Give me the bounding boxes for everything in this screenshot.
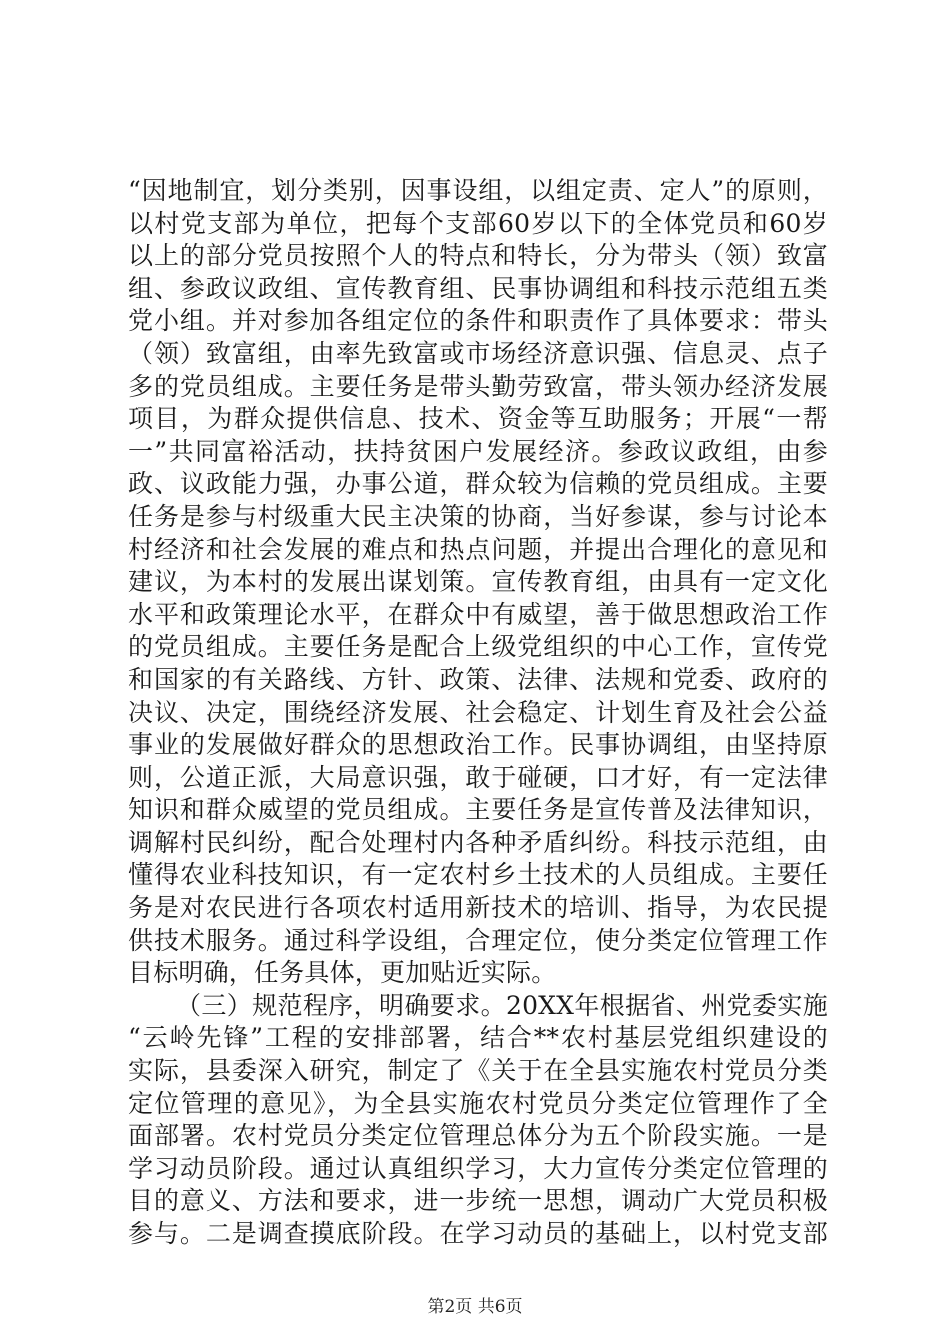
text-line: 项目，为群众提供信息、技术、资金等互助服务；开展“一帮	[128, 404, 828, 434]
text-line: 任务是参与村级重大民主决策的协商，当好参谋，参与讨论本	[128, 501, 828, 531]
text-line: 组、参政议政组、宣传教育组、民事协调组和科技示范组五类	[128, 273, 828, 303]
text-line: 知识和群众威望的党员组成。主要任务是宣传普及法律知识，	[128, 795, 828, 825]
section-heading-line: （三）规范程序，明确要求。20XX年根据省、州党委实施	[176, 990, 828, 1020]
text-line: （领）致富组，由率先致富或市场经济意识强、信息灵、点子	[128, 338, 828, 368]
text-line: 事业的发展做好群众的思想政治工作。民事协调组，由坚持原	[128, 730, 828, 760]
page-number-footer: 第2页 共6页	[427, 1297, 523, 1317]
text-line: 目的意义、方法和要求，进一步统一思想，调动广大党员积极	[128, 1186, 828, 1216]
text-line: 参与。二是调查摸底阶段。在学习动员的基础上，以村党支部	[128, 1219, 828, 1248]
paragraph-end-line: 目标明确，任务具体，更加贴近实际。	[128, 958, 557, 988]
text-line: “云岭先锋”工程的安排部署，结合**农村基层党组织建设的	[128, 1023, 828, 1053]
text-line: 多的党员组成。主要任务是带头勤劳致富，带头领办经济发展	[128, 371, 828, 401]
text-line: 学习动员阶段。通过认真组织学习，大力宣传分类定位管理的	[128, 1153, 828, 1183]
text-line: 以村党支部为单位，把每个支部60岁以下的全体党员和60岁	[128, 208, 828, 238]
text-line: 建议，为本村的发展出谋划策。宣传教育组，由具有一定文化	[128, 567, 828, 597]
text-line: 懂得农业科技知识，有一定农村乡土技术的人员组成。主要任	[128, 860, 828, 890]
text-line: 水平和政策理论水平，在群众中有威望，善于做思想政治工作	[128, 599, 828, 629]
text-line: 实际，县委深入研究，制定了《关于在全县实施农村党员分类	[128, 1056, 828, 1086]
text-line: 务是对农民进行各项农村适用新技术的培训、指导，为农民提	[128, 893, 828, 923]
text-line: 党小组。并对参加各组定位的条件和职责作了具体要求：带头	[128, 306, 828, 336]
text-line: 面部署。农村党员分类定位管理总体分为五个阶段实施。一是	[128, 1121, 828, 1151]
text-line: “因地制宜，划分类别，因事设组，以组定责、定人”的原则，	[128, 176, 828, 205]
text-line: 则，公道正派，大局意识强，敢于碰硬，口才好，有一定法律	[128, 762, 828, 792]
text-line: 调解村民纠纷，配合处理村内各种矛盾纠纷。科技示范组，由	[128, 827, 828, 857]
text-line: 和国家的有关路线、方针、政策、法律、法规和党委、政府的	[128, 664, 828, 694]
text-line: 以上的部分党员按照个人的特点和特长，分为带头（领）致富	[128, 241, 828, 271]
text-line: 的党员组成。主要任务是配合上级党组织的中心工作，宣传党	[128, 632, 828, 662]
text-line: 供技术服务。通过科学设组，合理定位，使分类定位管理工作	[128, 925, 828, 955]
body-text	[128, 175, 828, 1251]
text-line: 政、议政能力强，办事公道，群众较为信赖的党员组成。主要	[128, 469, 828, 499]
text-line: 定位管理的意见》，为全县实施农村党员分类定位管理作了全	[128, 1088, 828, 1118]
text-line: 决议、决定，围绕经济发展、社会稳定、计划生育及社会公益	[128, 697, 828, 727]
text-line: 一”共同富裕活动，扶持贫困户发展经济。参政议政组，由参	[128, 436, 828, 466]
text-line: 村经济和社会发展的难点和热点问题，并提出合理化的意见和	[128, 534, 828, 564]
